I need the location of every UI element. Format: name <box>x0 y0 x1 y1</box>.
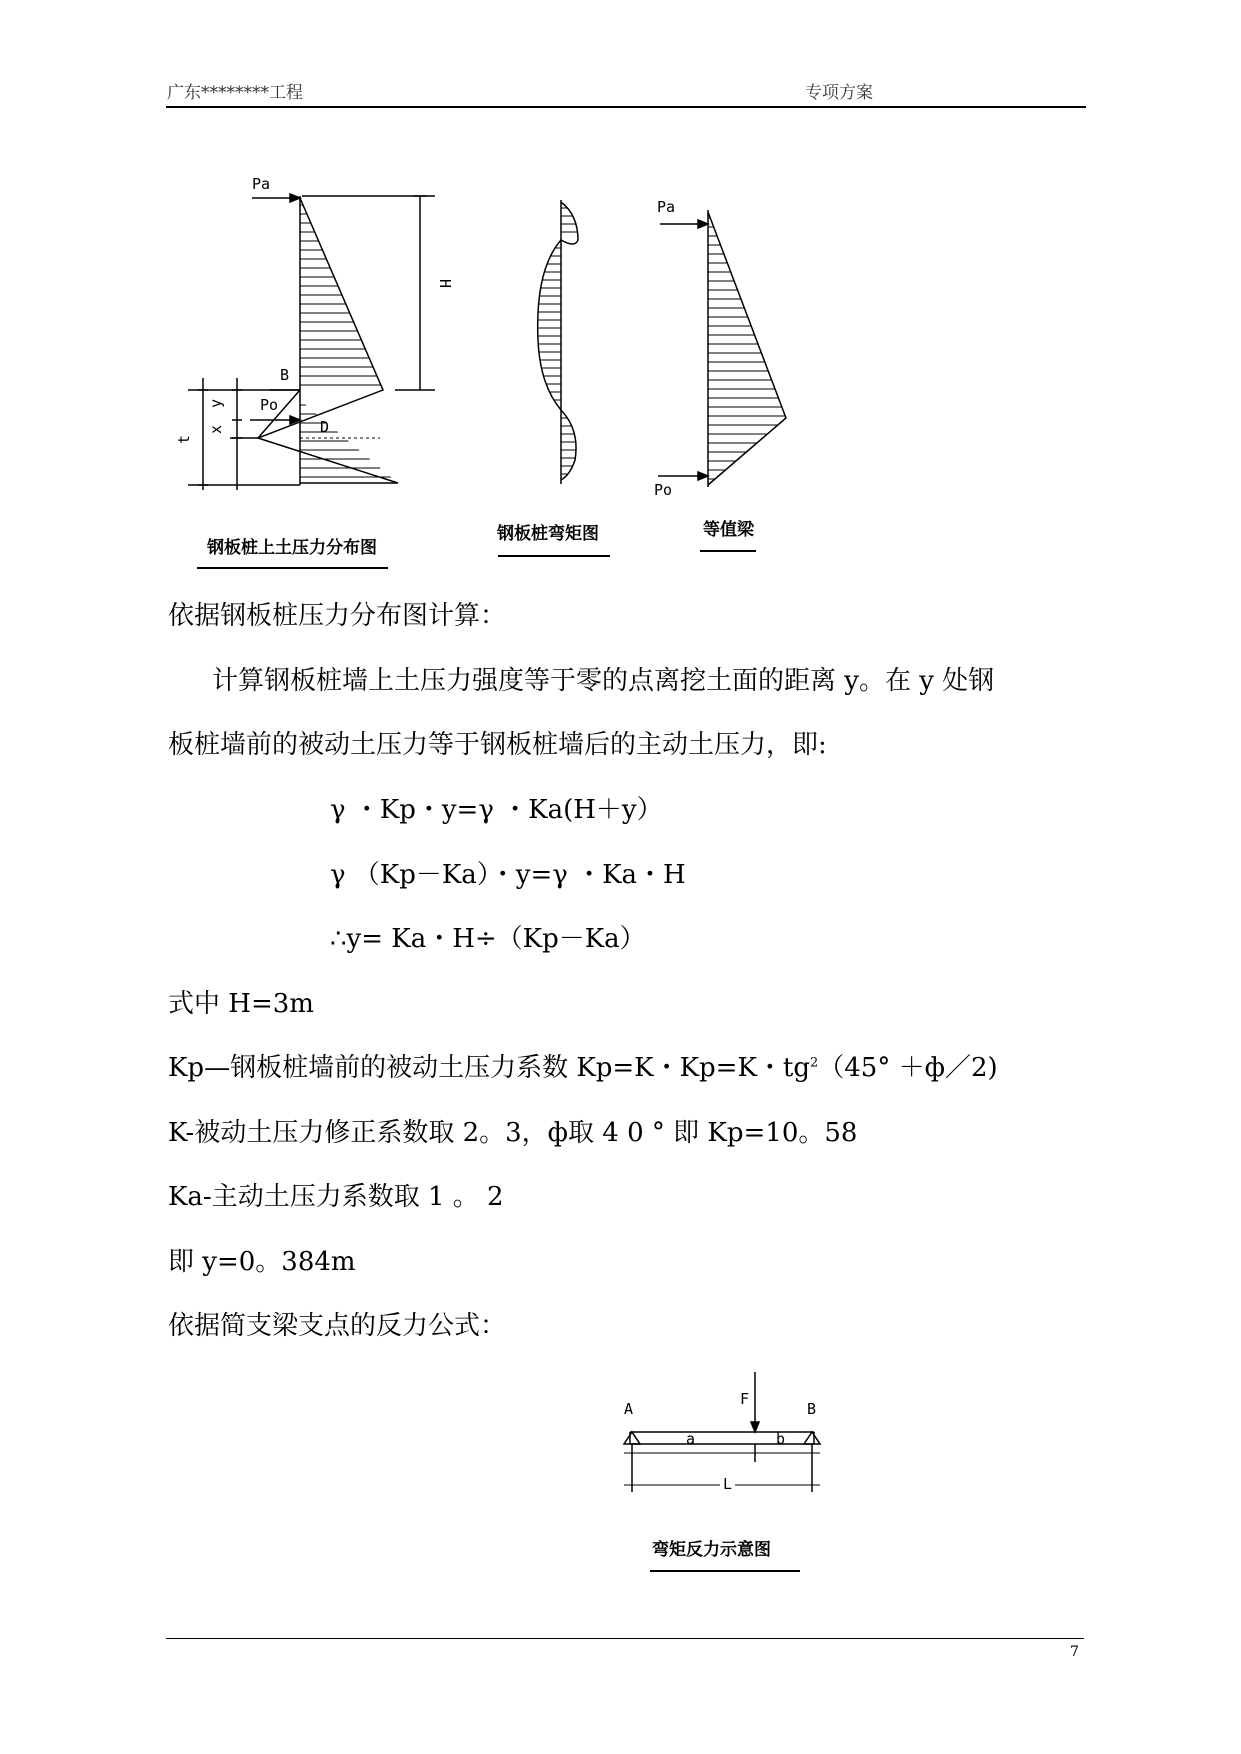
equiv-figure <box>658 210 800 551</box>
header-doc-type: 专项方案 <box>805 83 873 103</box>
paragraph-5-b: （45° ＋ф／2) <box>818 1053 998 1083</box>
label-length-l: L <box>720 1477 735 1492</box>
label-equiv-po: Po <box>654 481 673 499</box>
label-b: B <box>280 366 290 384</box>
label-length-b: b <box>776 1430 786 1448</box>
paragraph-7: Ka-主动土压力系数取 1 。 2 <box>168 1182 504 1212</box>
moment-hatch <box>530 208 590 474</box>
label-length-a: a <box>686 1430 696 1448</box>
footer-rule <box>166 1638 1084 1639</box>
equation-3: ∴y= Ka・H÷（Kp－Ka） <box>330 924 646 954</box>
paragraph-5 <box>168 1055 998 1081</box>
label-y: y <box>207 398 226 409</box>
paragraph-2: 计算钢板桩墙上土压力强度等于零的点离挖土面的距离 y。在 y 处钢 <box>212 666 995 696</box>
caption-moment: 钢板桩弯矩图 <box>497 524 599 544</box>
label-x: x <box>207 424 226 435</box>
label-equiv-pa: Pa <box>657 198 676 216</box>
caption-pressure: 钢板桩上土压力分布图 <box>207 538 377 558</box>
label-point-b: B <box>807 1400 817 1418</box>
caption-equiv: 等值梁 <box>703 520 754 540</box>
paragraph-4: 式中 H=3m <box>168 989 314 1019</box>
paragraph-6: K-被动土压力修正系数取 2。3，ф取 4 0 ° 即 Kp=10。58 <box>168 1118 858 1148</box>
label-point-a: A <box>624 1400 634 1418</box>
paragraph-5-a: Kp—钢板桩墙前的被动土压力系数 Kp=K・Kp=K・tg <box>168 1053 810 1083</box>
label-t: t <box>175 434 194 445</box>
equation-2: γ （Kp－Ka）・y=γ ・Ka・H <box>330 860 686 890</box>
paragraph-1: 依据钢板桩压力分布图计算： <box>168 601 507 631</box>
label-h: H <box>436 278 455 289</box>
equiv-hatch <box>700 218 800 479</box>
paragraph-5-sup: 2 <box>809 1055 819 1071</box>
label-force-f: F <box>740 1390 750 1408</box>
moment-figure <box>498 200 610 556</box>
caption-beam: 弯矩反力示意图 <box>652 1540 771 1560</box>
label-pa: Pa <box>252 175 271 193</box>
paragraph-3: 板桩墙前的被动土压力等于钢板桩墙后的主动土压力，即: <box>168 730 827 760</box>
equation-1: γ ・Kp・y=γ ・Ka(H＋y） <box>330 795 663 825</box>
paragraph-9: 依据简支梁支点的反力公式： <box>168 1311 507 1341</box>
paragraph-8: 即 y=0。384m <box>168 1247 356 1277</box>
page-number: 7 <box>1070 1644 1079 1660</box>
label-po: Po <box>260 396 279 414</box>
label-d: D <box>320 418 330 436</box>
header-project-name: 广东********工程 <box>167 83 303 103</box>
pressure-figure <box>188 194 435 568</box>
